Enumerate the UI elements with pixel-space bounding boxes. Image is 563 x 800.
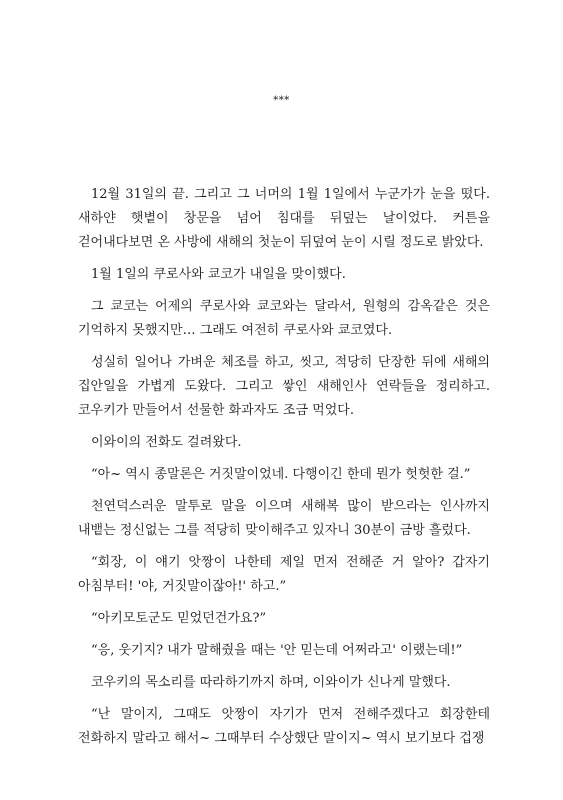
paragraph: 이와이의 전화도 걸려왔다. [91, 435, 242, 450]
section-separator: *** [273, 95, 290, 106]
paragraph: 성실히 일어나 가벼운 체조를 하고, 씻고, 적당히 단장한 뒤에 새해의 집안일을 가볍게 도왔다. 그리고 쌓인 새해인사 연락들을 정리하고. 코우키가 만들어서 선물한 화과자도 조금 먹었다. [78, 355, 490, 418]
paragraph: “응, 웃기지? 내가 말해줬을 때는 '안 믿는데 어쩌라고' 이랬는데!” [91, 643, 463, 658]
paragraph: 12월 31일의 끝. 그리고 그 너머의 1월 1일에서 누군가가 눈을 떴다. 새하얀 햇볕이 창문을 넘어 침대를 뒤덮는 날이었다. 커튼을 걷어내다보면 온 사방에 새해의 첫눈이 뒤덮여 눈이 시릴 정도로 밝았다. [78, 187, 490, 250]
paragraph: 천연덕스러운 말투로 말을 이으며 새해복 많이 받으라는 인사까지 내뱉는 정신없는 그를 적당히 맞이해주고 있자니 30분이 금방 흘렀다. [78, 499, 490, 538]
paragraph: 그 쿄코는 어제의 쿠로사와 쿄코와는 달라서, 원형의 감옥같은 것은 기억하지 못했지만… 그래도 여전히 쿠로사와 쿄코였다. [78, 299, 490, 338]
paragraph: 코우키의 목소리를 따라하기까지 하며, 이와이가 신나게 말했다. [91, 675, 451, 690]
paragraph: 1월 1일의 쿠로사와 쿄코가 내일을 맞이했다. [91, 267, 346, 282]
paragraph: “아키모토군도 믿었던건가요?” [91, 611, 267, 626]
paragraph: “난 말이지, 그때도 앗짱이 자기가 먼저 전해주겠다고 회장한테 전화하지 말라고 해서~ 그때부터 수상했단 말이지~ 역시 보기보다 겁쟁 [78, 707, 490, 746]
body-text [78, 183, 490, 759]
paragraph: “아~ 역시 종말론은 거짓말이었네. 다행이긴 한데 뭔가 헛헛한 걸.” [91, 467, 471, 482]
paragraph: “회장, 이 얘기 앗짱이 나한테 제일 먼저 전해준 거 알아? 갑자기 아침부터! '야, 거짓말이잖아!' 하고.” [78, 555, 490, 594]
